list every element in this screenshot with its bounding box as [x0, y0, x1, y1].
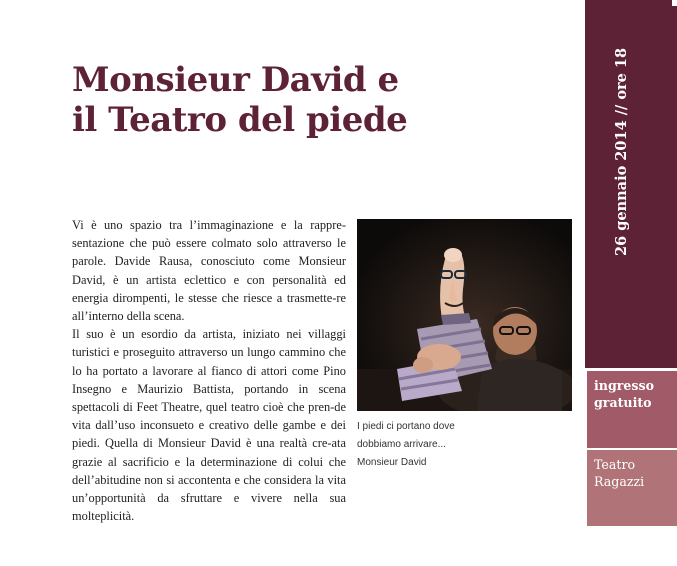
admission-tag-line-2: gratuito [594, 395, 652, 410]
article-body [72, 216, 346, 525]
corner-notch [672, 0, 677, 6]
article-title-line-2: il Teatro del piede [72, 100, 408, 140]
performance-photo-illustration [357, 219, 572, 411]
category-tag-line-1: Teatro [594, 457, 636, 472]
article-title [72, 60, 492, 140]
admission-tag-line-1: ingresso [594, 378, 654, 393]
event-date: 26 gennaio 2014 // ore 18 [613, 47, 630, 256]
photo-caption-line-3: Monsieur David [357, 457, 427, 468]
photo-caption-line-1: I piedi ci portano dove [357, 421, 455, 432]
performance-photo [357, 219, 572, 411]
photo-caption-line-2: dobbiamo arrivare... [357, 439, 446, 450]
photo-caption [357, 418, 572, 472]
category-tag-line-2: Ragazzi [594, 474, 645, 489]
admission-tag [587, 371, 677, 448]
article-paragraph-1: Vi è uno spazio tra l’immaginazione e la rappre-sentazione che può essere colmato solo attraverso le parole. Davide Rausa, conosciuto come Monsieur David, è un artista eclettico e con personalità ed energia dirompenti, le stesse che riesce a trasmette-re all’interno della scena. [72, 218, 346, 324]
article-title-line-1: Monsieur David e [72, 60, 399, 100]
category-tag [587, 450, 677, 526]
article-paragraph-2: Il suo è un esordio da artista, iniziato nei villaggi turistici e proseguito attraverso un lungo cammino che lo ha portato a lavorare al fianco di attori come Pino Insegno e Maurizio Battista, portando in scena spettacoli di Feet Theatre, quel teatro cioè che pren-de vita dall’uso inconsueto e creativo delle gambe e dei piedi. Quella di Monsieur David è una realtà cre-ata grazie al sacrificio e la determinazione di colui che dell’abitudine non si accontenta e che considera la vita un’opportunità da sfruttare e vivere nella sua molteplicità. [72, 327, 346, 524]
